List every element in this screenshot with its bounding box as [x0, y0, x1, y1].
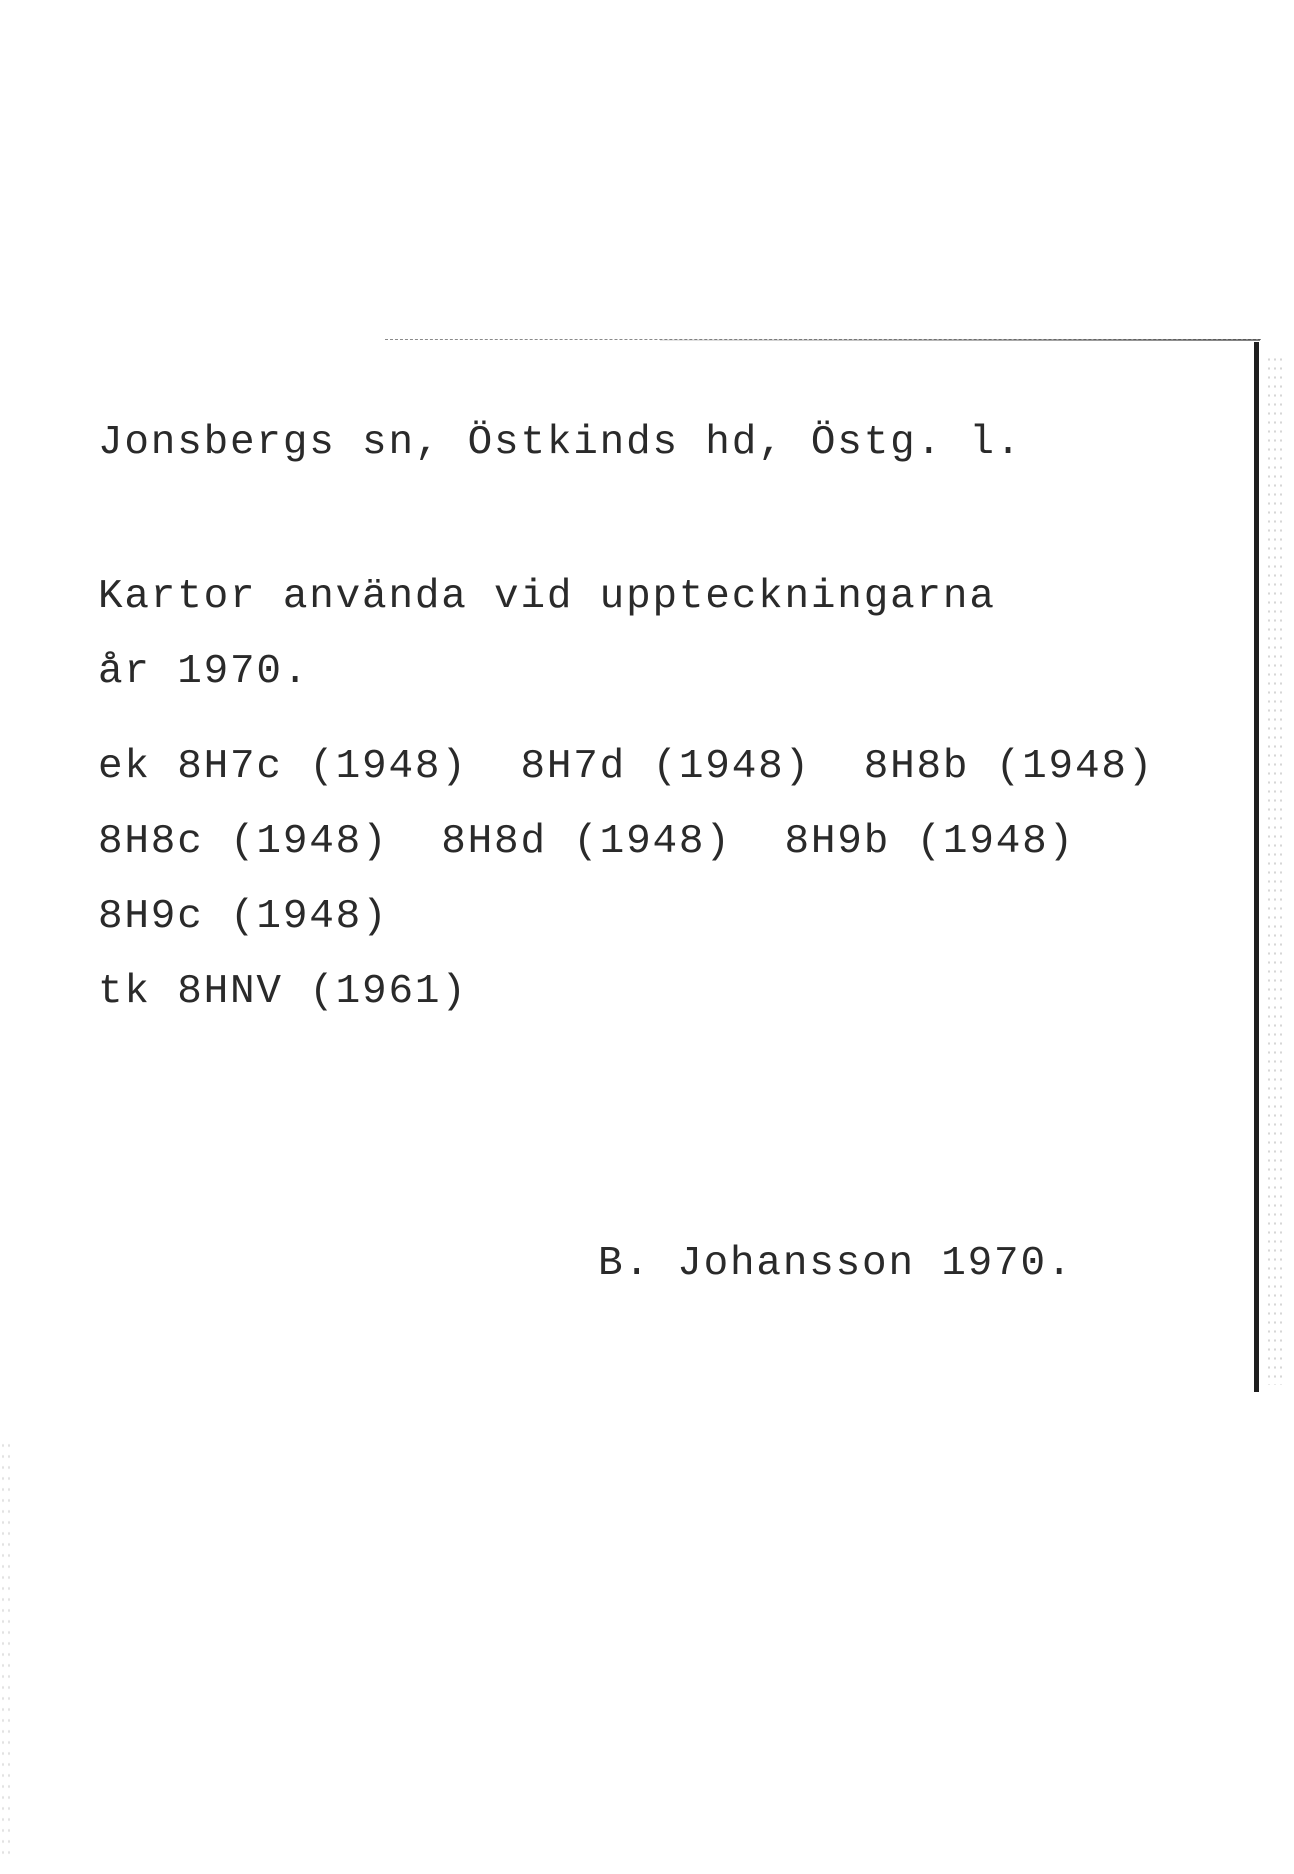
card-right-edge	[1254, 342, 1259, 1392]
map-list-line-1: ek 8H7c (1948) 8H7d (1948) 8H8b (1948)	[98, 744, 1155, 790]
scan-noise-right	[1266, 355, 1284, 1385]
signature: B. Johansson 1970.	[598, 1241, 1074, 1287]
description-line-1: Kartor använda vid uppteckningarna	[98, 574, 996, 620]
map-list-line-3: 8H9c (1948)	[98, 894, 389, 940]
scan-noise-left	[0, 1440, 14, 1860]
description-line-2: år 1970.	[98, 649, 310, 695]
map-list-line-2: 8H8c (1948) 8H8d (1948) 8H9b (1948)	[98, 819, 1075, 865]
card-heading: Jonsbergs sn, Östkinds hd, Östg. l.	[98, 420, 1023, 466]
map-list-line-4: tk 8HNV (1961)	[98, 969, 468, 1015]
card-top-edge-shadow	[660, 339, 1260, 341]
